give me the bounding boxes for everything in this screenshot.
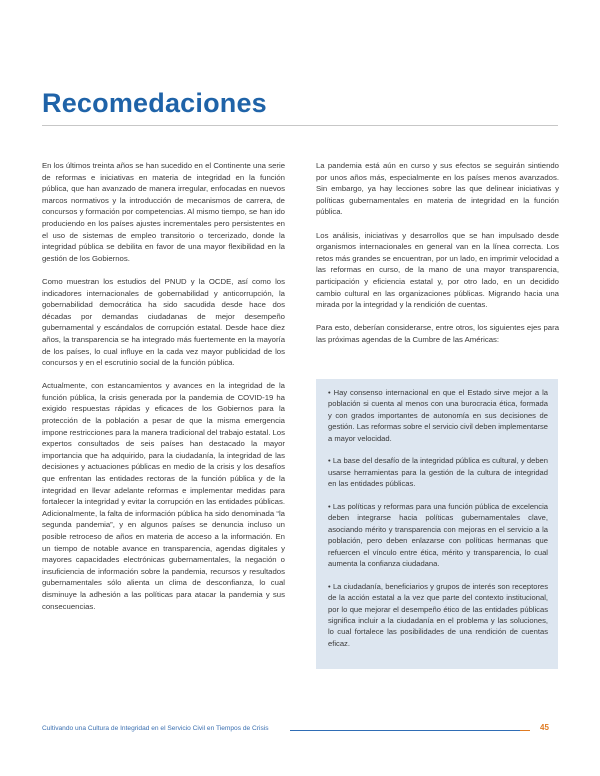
recommendation-item-2: • La base del desafío de la integridad pública es cultural, y deben usarse herramientas para la gestión de la cultura de integridad en las entidades públicas. [328,456,548,489]
right-paragraph-2: Los análisis, iniciativas y desarrollos que se han impulsado desde organismos internacionales en general van en la línea correcta. Los retos más grandes se encuentran, por un lado, en imprimir velocidad a las reformas en curso, de la mano de una mayor transparencia, participación y eficiencia estatal y, por otro lado, en un decidido cambio cultural en las organizaciones públicas. Migrando hacia una mirada por la integridad y la rendición de cuentas. [316,230,559,310]
recommendations-box [316,379,558,669]
right-paragraph-1: La pandemia está aún en curso y sus efectos se seguirán sintiendo por unos años más, especialmente en los países menos avanzados. Sin embargo, ya hay lecciones sobre las que delinear iniciativas y políticas gubernamentales en materia de integridad en la función pública. [316,161,559,217]
recommendation-item-4: • La ciudadanía, beneficiarios y grupos de interés son receptores de la acción estatal a la vez que parte del contexto institucional, por lo que mejorar el desempeño ético de las entidades públicas significa incluir a la ciudadanía en el problema y las soluciones, lo cual fortalece las posibilidades de una rendición de cuentas eficaz. [328,581,548,648]
page-number: 45 [540,723,549,732]
right-column [316,160,559,357]
left-paragraph-1: En los últimos treinta años se han sucedido en el Continente una serie de reformas e iniciativas en materia de integridad en la función pública, que han avanzado de manera irregular, enfocadas en nuevos marcos normativos y la introducción de mecanismos de carrera, de concursos y formación por competencias. Al mismo tiempo, se han ido produciendo en los países ajustes incrementales pero persistentes en el uso de sistemas de empleo transitorio o tercerizado, donde la integridad pública se debilita en favor de una mayor flexibilidad en la gestión de los Gobiernos. [42,161,285,263]
left-paragraph-3: Actualmente, con estancamientos y avances en la integridad de la función pública, la crisis generada por la pandemia de COVID-19 ha exigido respuestas rápidas y eficaces de los Gobiernos para la protección de la población a pesar de que la misma emergencia impone restricciones para la manera tradicional del trabajo estatal. Los expertos consultados de seis países han destacado la mayor importancia que ha adquirido, para la ciudadanía, la integridad de las decisiones y actuaciones públicas en medio de la crisis y los desafíos que enfrentan las entidades rectoras de la función pública y de la integridad en llevar adelante reformas e implementar medidas para fortalecer la integridad y evitar la corrupción en las entidades públicas. Adicionalmente, la falta de información pública ha sido denominada “la segunda pandemia”, y en algunos países se denuncia incluso un posible retroceso de años en materia de acceso a la información. En un tiempo de notable avance en transparencia, agendas digitales y mayores capacidades electrónicas gubernamentales, la negación o insuficiencia de información sobre la pandemia, recursos y resultados gubernamentales sólo alienta un clima de desconfianza, lo cual disminuye la adhesión a las políticas para atacar la pandemia y sus consecuencias. [42,381,285,611]
footer-divider-orange [520,730,530,731]
title-divider [42,125,558,126]
recommendation-item-3: • Las políticas y reformas para una función pública de excelencia deben integrarse hacia políticas gubernamentales clave, asociando mérito y transparencia con mejoras en el servicio a la población, pero deben enlazarse con políticas hermanas que refuercen el vínculo entre ética, mérito y transparencia, lo cual aumenta la confianza ciudadana. [328,502,548,569]
recommendation-item-1: • Hay consenso internacional en que el Estado sirve mejor a la población si cuenta al menos con una burocracia ética, formada y con grados importantes de autonomía en sus decisiones de gestión. Las reformas sobre el servicio civil deben implementarse a mayor velocidad. [328,388,548,443]
footer-divider-blue [290,730,520,731]
left-column [42,160,285,624]
right-paragraph-3: Para esto, deberían considerarse, entre otros, los siguientes ejes para las próximas agendas de la Cumbre de las Américas: [316,323,559,344]
footer-title: Cultivando una Cultura de Integridad en el Servicio Civil en Tiempos de Crisis [42,725,269,732]
left-paragraph-2: Como muestran los estudios del PNUD y la OCDE, así como los indicadores internacionales de gobernabilidad y anticorrupción, la gobernabilidad democrática ha sido sacudida desde hace dos décadas por demandas ciudadanas de mejor desempeño gubernamental y escándalos de corrupción estatal. Desde hace diez años, la transparencia se ha integrado más fuertemente en la mayoría de los países, lo cual influye en la cada vez mayor publicidad de los concursos y en el escrutinio social de la función pública. [42,276,285,368]
page-title: Recomedaciones [42,88,267,118]
